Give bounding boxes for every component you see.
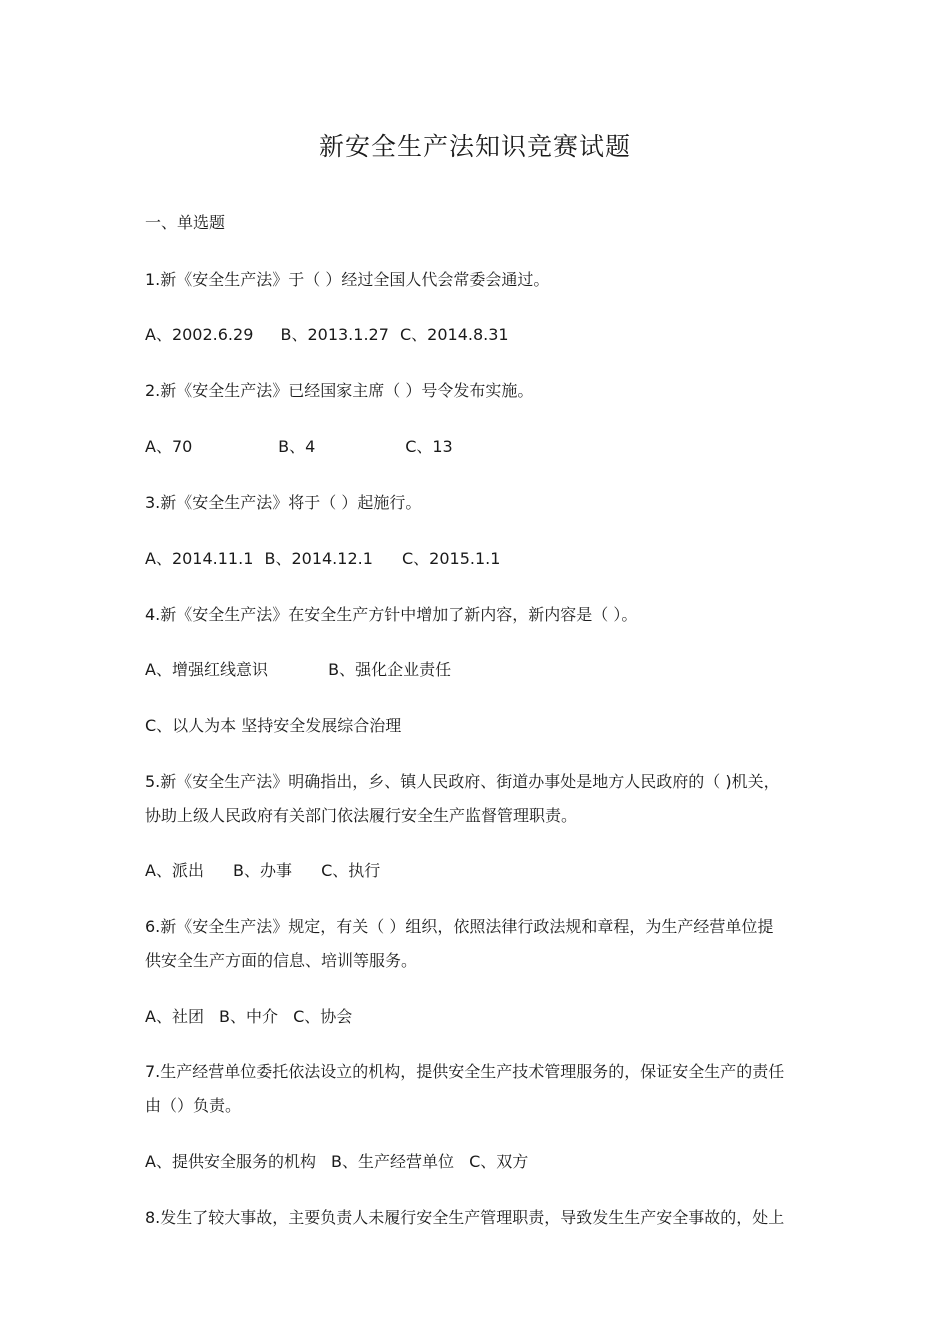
question-3: 3.新《安全生产法》将于（ ）起施行。 [145,493,422,512]
question-2: 2.新《安全生产法》已经国家主席（ ）号令发布实施。 [145,381,534,400]
option-a: A、提供安全服务的机构 [145,1152,316,1171]
question-7-options [145,1152,815,1172]
question-7-line-2: 由（）负责。 [145,1096,242,1115]
question-5-options [145,861,815,881]
option-a: A、2002.6.29 [145,325,254,344]
question-8-line-1: 8.发生了较大事故，主要负责人未履行安全生产管理职责，导致发生生产安全事故的，处上 [145,1208,785,1227]
question-6-options [145,1007,815,1027]
question-1: 1.新《安全生产法》于（ ）经过全国人代会常委会通过。 [145,270,550,289]
page-title: 新安全生产法知识竞赛试题 [318,132,631,161]
option-c: C、协会 [293,1007,353,1026]
option-b: B、2014.12.1 [264,549,373,568]
question-2-options [145,437,815,457]
option-a: A、增强红线意识 [145,660,268,679]
option-a: A、社团 [145,1007,204,1026]
option-b: B、办事 [233,861,293,880]
section-heading: 一、单选题 [145,213,226,232]
question-4-options [145,660,815,680]
question-4: 4.新《安全生产法》在安全生产方针中增加了新内容，新内容是（ ）。 [145,605,638,624]
option-b: B、2013.1.27 [280,325,389,344]
option-c: C、以人为本 坚持安全发展综合治理 [145,716,402,735]
option-b: B、生产经营单位 [331,1152,455,1171]
option-c: C、双方 [469,1152,529,1171]
question-3-options [145,549,815,569]
option-b: B、4 [278,437,316,456]
option-b: B、强化企业责任 [328,660,452,679]
option-a: A、70 [145,437,193,456]
option-c: C、2015.1.1 [402,549,501,568]
option-b: B、中介 [219,1007,279,1026]
question-1-options [145,325,815,345]
option-a: A、派出 [145,861,204,880]
question-5-line-1: 5.新《安全生产法》明确指出，乡、镇人民政府、街道办事处是地方人民政府的（ )机关， [145,772,780,791]
question-7-line-1: 7.生产经营单位委托依法设立的机构，提供安全生产技术管理服务的，保证安全生产的责任 [145,1062,785,1081]
question-6-line-1: 6.新《安全生产法》规定，有关（ ）组织，依照法律行政法规和章程，为生产经营单位提 [145,917,774,936]
question-6-line-2: 供安全生产方面的信息、培训等服务。 [145,951,418,970]
question-5-line-2: 协助上级人民政府有关部门依法履行安全生产监督管理职责。 [145,806,578,825]
option-a: A、2014.11.1 [145,549,254,568]
option-c: C、2014.8.31 [400,325,509,344]
option-c: C、13 [405,437,453,456]
option-c: C、执行 [321,861,381,880]
